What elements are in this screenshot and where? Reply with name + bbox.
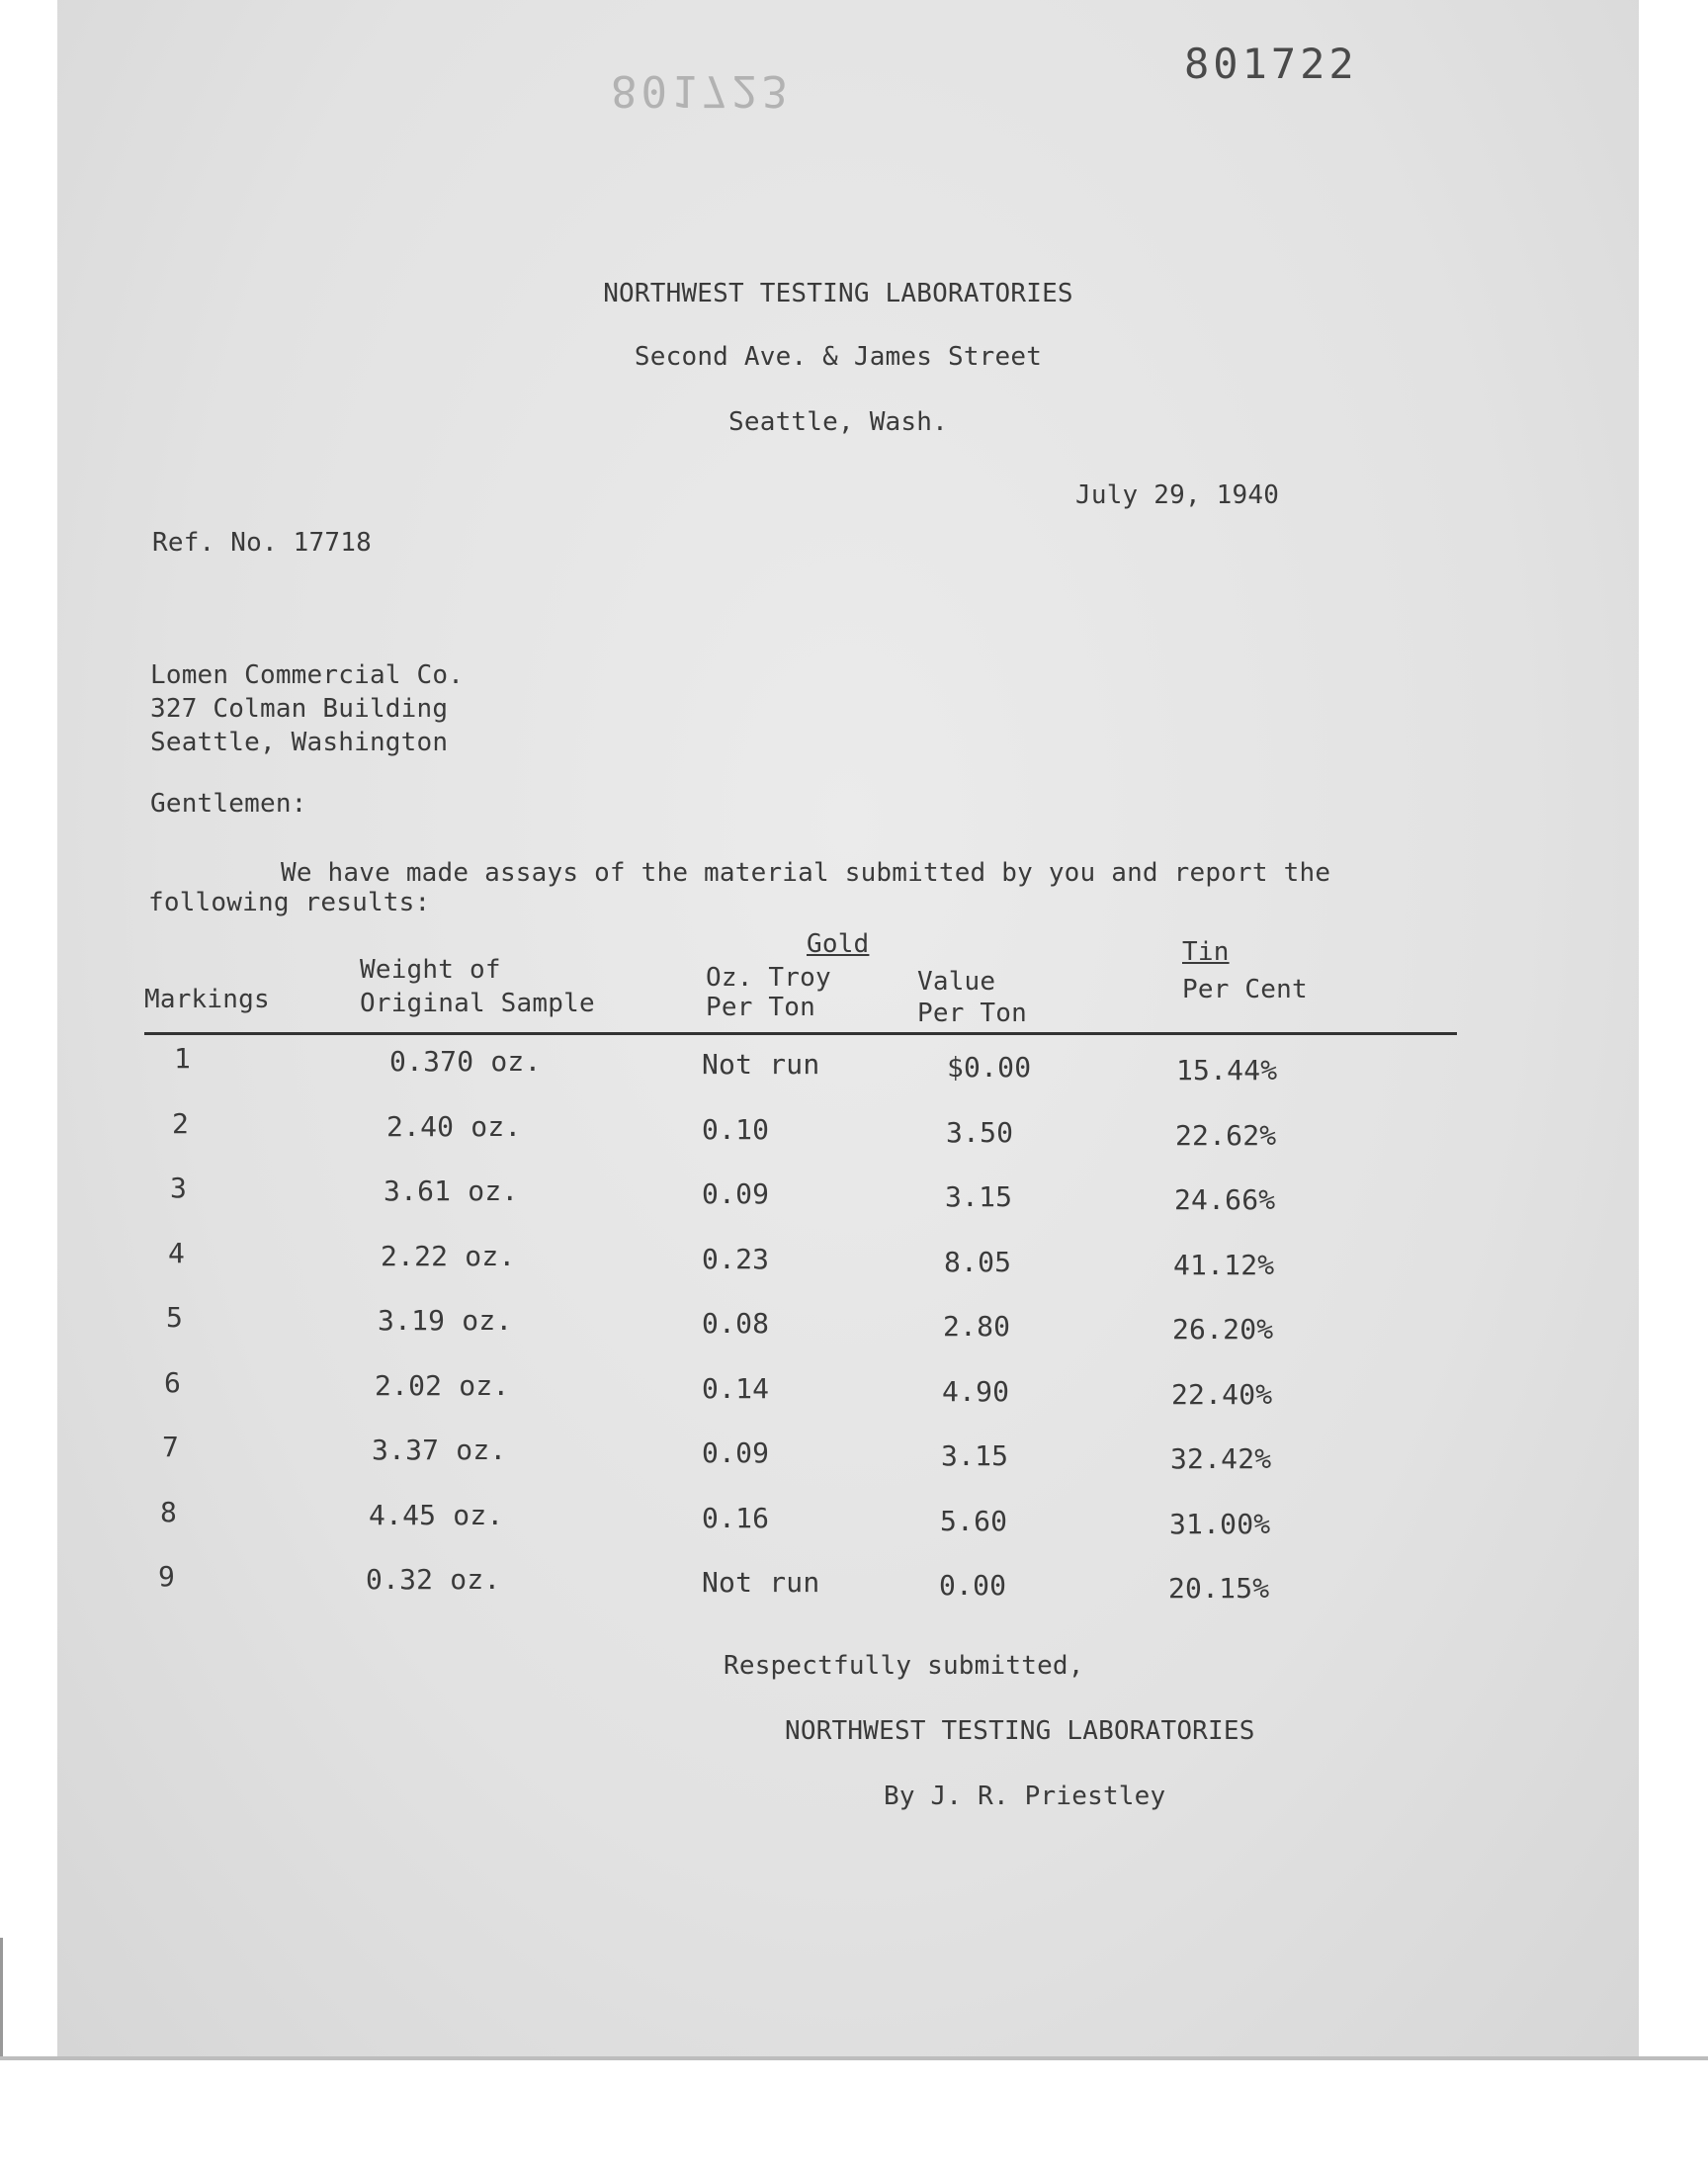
- recipient-line-3: Seattle, Washington: [150, 728, 449, 757]
- document-page: [57, 0, 1639, 2056]
- cell-tin: 26.20%: [1172, 1313, 1274, 1346]
- cell-weight: 3.61 oz.: [384, 1174, 519, 1207]
- cell-tin: 41.12%: [1173, 1248, 1275, 1281]
- header-rule: [144, 1032, 1457, 1035]
- letter-date: July 29, 1940: [1075, 480, 1280, 510]
- cell-value: 4.90: [942, 1374, 1010, 1408]
- mirrored-stamp-number: 801723: [611, 65, 792, 116]
- cell-value: 2.80: [943, 1310, 1011, 1343]
- cell-marking: 2: [172, 1106, 190, 1140]
- cell-weight: 2.40 oz.: [386, 1109, 522, 1143]
- cell-oz-troy: 0.23: [702, 1242, 770, 1275]
- cell-oz-troy: 0.09: [702, 1436, 770, 1469]
- body-line-2: following results:: [148, 888, 431, 917]
- cell-tin: 31.00%: [1169, 1507, 1271, 1540]
- cell-tin: 24.66%: [1174, 1183, 1276, 1216]
- cell-oz-troy: Not run: [702, 1566, 820, 1599]
- cell-value: $0.00: [947, 1051, 1032, 1084]
- closing-signatory-org: NORTHWEST TESTING LABORATORIES: [785, 1716, 1255, 1746]
- letterhead-name: NORTHWEST TESTING LABORATORIES: [603, 279, 1073, 308]
- closing-line-1: Respectfully submitted,: [724, 1651, 1084, 1681]
- closing-signatory: By J. R. Priestley: [884, 1782, 1166, 1811]
- cell-value: 8.05: [944, 1245, 1012, 1278]
- cell-weight: 2.02 oz.: [375, 1368, 510, 1402]
- cell-oz-troy: 0.10: [702, 1112, 770, 1146]
- cell-oz-troy: Not run: [702, 1048, 820, 1081]
- cell-marking: 9: [158, 1560, 176, 1593]
- cell-value: 5.60: [940, 1504, 1008, 1537]
- header-value-line-2: Per Ton: [917, 999, 1027, 1028]
- cell-weight: 0.370 oz.: [389, 1045, 542, 1078]
- cell-oz-troy: 0.16: [702, 1501, 770, 1534]
- header-oz-line-2: Per Ton: [706, 993, 815, 1022]
- body-line-1: We have made assays of the material submitted by you and report the: [281, 858, 1331, 888]
- salutation: Gentlemen:: [150, 789, 307, 819]
- recipient-line-1: Lomen Commercial Co.: [150, 660, 465, 690]
- letterhead-city: Seattle, Wash.: [728, 407, 948, 437]
- recipient-line-2: 327 Colman Building: [150, 694, 449, 724]
- header-value-line-1: Value: [917, 967, 996, 997]
- cell-marking: 8: [160, 1495, 178, 1528]
- cell-value: 3.50: [946, 1115, 1014, 1149]
- cell-oz-troy: 0.14: [702, 1371, 770, 1405]
- cell-tin: 22.40%: [1171, 1377, 1273, 1411]
- cell-weight: 3.37 oz.: [372, 1434, 507, 1466]
- cell-value: 0.00: [939, 1569, 1007, 1602]
- header-weight-line-2: Original Sample: [360, 989, 595, 1018]
- cell-weight: 4.45 oz.: [369, 1498, 504, 1531]
- cell-weight: 2.22 oz.: [381, 1239, 516, 1272]
- cell-marking: 1: [174, 1042, 192, 1075]
- reference-number: Ref. No. 17718: [152, 528, 372, 558]
- cell-value: 3.15: [945, 1180, 1013, 1213]
- cell-oz-troy: 0.09: [702, 1177, 770, 1210]
- cell-marking: 5: [166, 1301, 184, 1334]
- cell-oz-troy: 0.08: [702, 1307, 770, 1340]
- cell-marking: 4: [168, 1236, 186, 1269]
- cell-weight: 3.19 oz.: [378, 1304, 513, 1337]
- header-tin-line-2: Per Cent: [1182, 975, 1308, 1004]
- cell-marking: 7: [162, 1431, 180, 1463]
- header-gold: Gold: [807, 929, 870, 959]
- cell-marking: 3: [170, 1172, 188, 1204]
- cell-tin: 32.42%: [1170, 1442, 1272, 1475]
- cell-value: 3.15: [941, 1439, 1009, 1472]
- letterhead-address: Second Ave. & James Street: [634, 342, 1043, 372]
- header-tin: Tin: [1182, 937, 1230, 967]
- cell-weight: 0.32 oz.: [366, 1563, 501, 1596]
- header-markings: Markings: [144, 985, 270, 1014]
- cell-tin: 20.15%: [1168, 1572, 1270, 1605]
- scan-edge-left: [0, 1938, 3, 2056]
- stamp-number: 801722: [1184, 40, 1358, 88]
- header-oz-line-1: Oz. Troy: [706, 963, 831, 993]
- cell-tin: 22.62%: [1175, 1118, 1277, 1152]
- cell-marking: 6: [164, 1365, 182, 1399]
- scan-edge-bottom: [0, 2056, 1708, 2060]
- cell-tin: 15.44%: [1176, 1054, 1278, 1087]
- header-weight-line-1: Weight of: [360, 955, 501, 985]
